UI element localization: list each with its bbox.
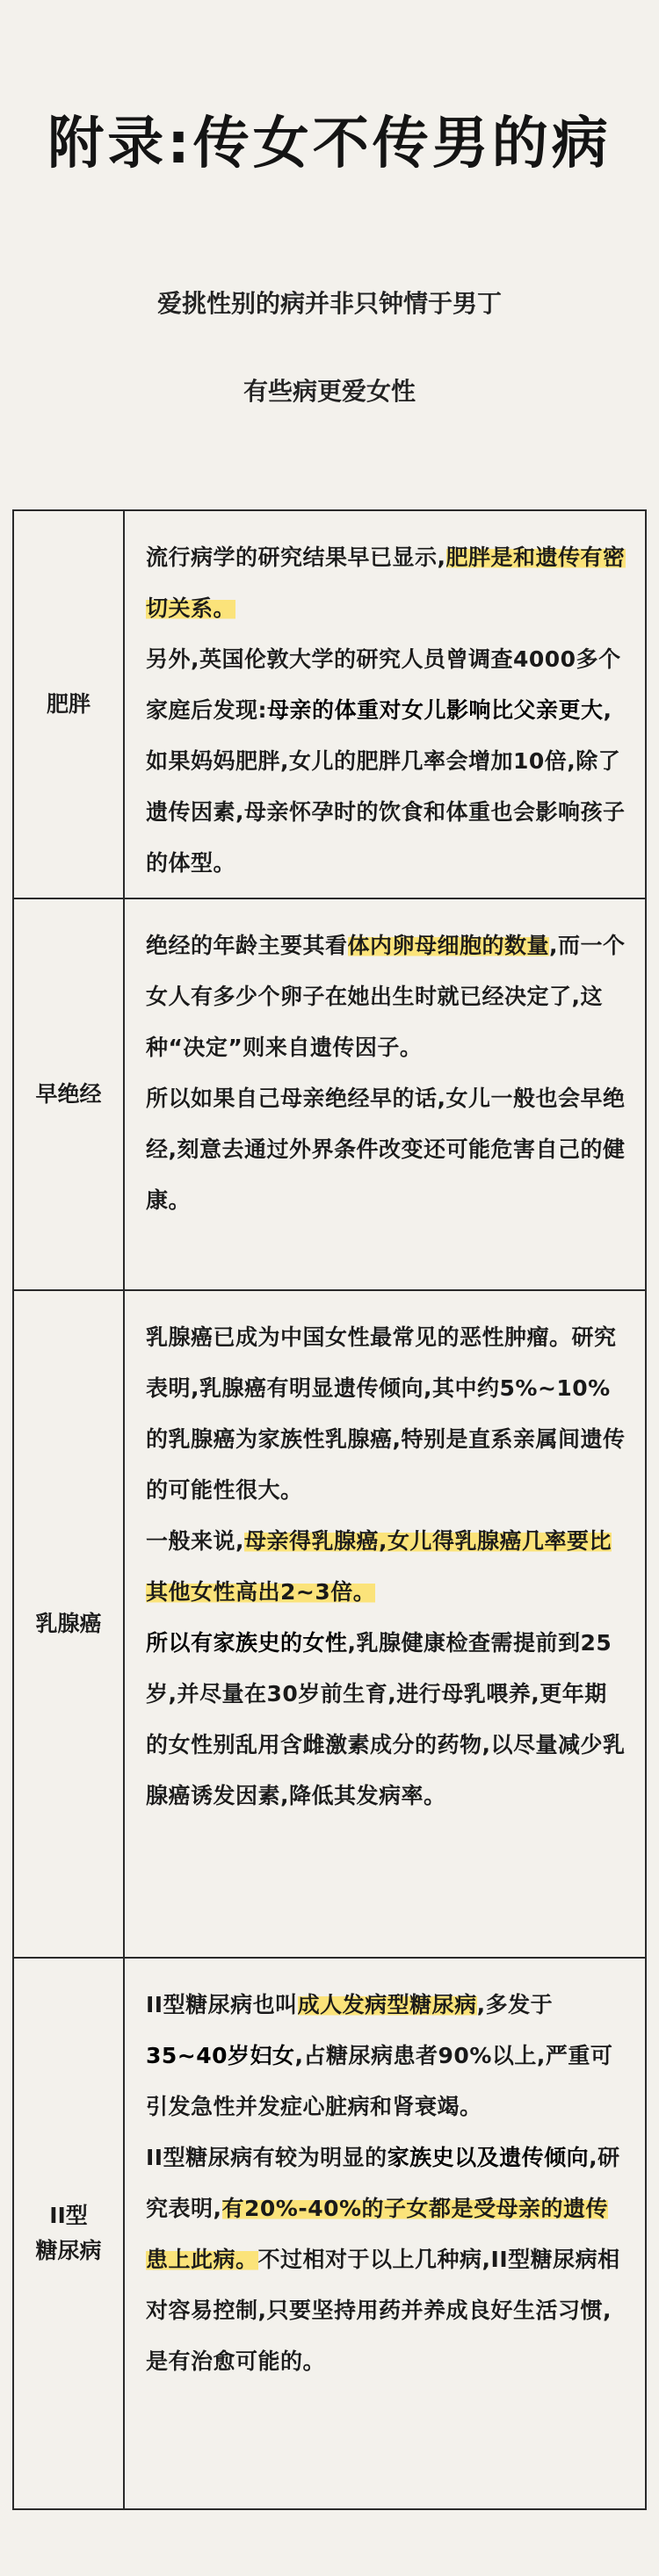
text-segment: 另外,英国伦敦大学的研究人员曾调查4000多个家庭后发现: xyxy=(146,646,621,723)
paragraph xyxy=(146,634,626,889)
emphasized-text: 母亲的体重对女儿影响比父亲更大 xyxy=(267,697,604,723)
paragraph xyxy=(146,2132,626,2387)
text-segment: ,研究表明, xyxy=(146,2145,620,2221)
text-segment: ,占糖尿病患者90%以上,严重可引发急性并发症心脏病和肾衰竭。 xyxy=(146,2043,613,2119)
paragraph xyxy=(146,1618,626,1822)
emphasized-text: 所以有家族史的女性 xyxy=(146,1630,348,1656)
highlighted-text: 肥胖是和遗传有密切关系。 xyxy=(146,545,626,621)
row-label-line: 糖尿病 xyxy=(35,2238,102,2263)
row-label xyxy=(14,1959,125,2508)
text-segment: 所以如果自己母亲绝经早的话,女儿一般也会早绝经,刻意去通过外界条件改变还可能危害自己的健康。 xyxy=(146,1086,626,1213)
row-content xyxy=(125,899,645,1289)
text-segment: ,而一个女人有多少个卵子在她出生时就已经决定了,这种“决定”则来自遗传因子。 xyxy=(146,933,626,1060)
disease-table xyxy=(12,509,647,2510)
paragraph xyxy=(146,532,626,634)
emphasized-text: 35~40岁妇女 xyxy=(146,2043,295,2068)
text-segment: II型糖尿病有较为明显的 xyxy=(146,2145,387,2170)
text-segment: 流行病学的研究结果早已显示, xyxy=(146,545,446,570)
subtitle-secondary: 有些病更爱女性 xyxy=(243,377,416,406)
table-row-obesity xyxy=(14,511,645,899)
paragraph xyxy=(146,1980,626,2132)
row-label-line: II型 xyxy=(49,2203,88,2228)
row-label: 肥胖 xyxy=(14,511,125,898)
table-row-breast-cancer xyxy=(14,1291,645,1959)
emphasized-text: 家族史以及遗传倾向 xyxy=(387,2145,590,2170)
paragraph xyxy=(146,920,626,1073)
highlighted-text: 体内卵母细胞的数量 xyxy=(347,933,550,958)
row-content xyxy=(125,511,645,898)
page-title: 附录:传女不传男的病 xyxy=(47,112,612,177)
text-segment: 一般来说, xyxy=(146,1528,244,1554)
row-content xyxy=(125,1291,645,1957)
text-segment: II型糖尿病也叫 xyxy=(146,1992,298,2017)
text-segment: ,如果妈妈肥胖,女儿的肥胖几率会增加10倍,除了遗传因素,母亲怀孕时的饮食和体重也会影响孩子的体型。 xyxy=(146,697,626,876)
text-segment: ,乳腺健康检查需提前到25岁,并尽量在30岁前生育,进行母乳喂养,更年期的女性别乱用含雌激素成分的药物,以尽量减少乳腺癌诱发因素,降低其发病率。 xyxy=(146,1630,626,1808)
row-label: 乳腺癌 xyxy=(14,1291,125,1957)
subtitle-primary: 爱挑性别的病并非只钟情于男丁 xyxy=(156,289,502,318)
paragraph xyxy=(146,1516,626,1618)
highlighted-text: 有20%-40%的子女都是受母亲的遗传患上此病。 xyxy=(146,2196,609,2272)
text-segment: 乳腺癌已成为中国女性最常见的恶性肿瘤。研究表明,乳腺癌有明显遗传倾向,其中约5%~10%的乳腺癌为家族性乳腺癌,特别是直系亲属间遗传的可能性很大。 xyxy=(146,1324,626,1503)
text-segment: 绝经的年龄主要其看 xyxy=(146,933,348,958)
paragraph xyxy=(146,1073,626,1226)
table-row-early-menopause xyxy=(14,899,645,1291)
table-row-type2-diabetes xyxy=(14,1959,645,2508)
text-segment: 不过相对于以上几种病,II型糖尿病相对容易控制,只要坚持用药并养成良好生活习惯,是有治愈可能的。 xyxy=(146,2247,620,2374)
text-segment: ,多发于 xyxy=(476,1992,554,2017)
highlighted-text: 母亲得乳腺癌,女儿得乳腺癌几率要比其他女性高出2~3倍。 xyxy=(146,1528,612,1605)
row-label: 早绝经 xyxy=(14,899,125,1289)
paragraph xyxy=(146,1312,626,1516)
highlighted-text: 成人发病型糖尿病 xyxy=(297,1992,477,2017)
row-content xyxy=(125,1959,645,2508)
